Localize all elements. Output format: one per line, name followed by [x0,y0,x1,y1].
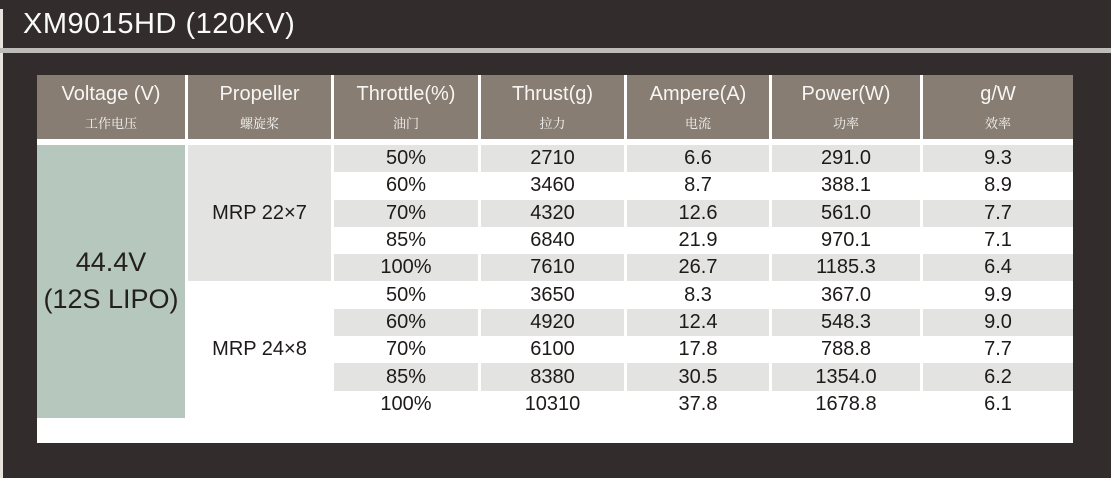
cell-power: 561.0 [772,200,920,227]
header-cell-ampere [627,75,769,139]
header-voltage-en: Voltage (V) [61,82,161,105]
spec-table [37,75,1073,443]
header-propeller-zh: 螺旋桨 [239,115,279,131]
cell-thrust: 10310 [481,391,624,418]
header-voltage-zh: 工作电压 [84,115,137,131]
cell-throttle: 85% [334,227,478,254]
cell-gw: 6.4 [923,254,1073,281]
cell-gw: 7.7 [923,200,1073,227]
propeller-cell-mrp24x8: MRP 24×8 [188,281,331,417]
header-cell-propeller [188,75,331,139]
cell-ampere: 6.6 [627,145,769,172]
cell-ampere: 8.3 [627,281,769,308]
cell-thrust: 4920 [481,309,624,336]
header-thrust-zh: 拉力 [539,115,566,131]
cell-gw: 7.1 [923,227,1073,254]
left-edge-highlight [0,9,3,478]
header-propeller-en: Propeller [219,82,300,105]
header-power-en: Power(W) [801,82,891,105]
cell-power: 970.1 [772,227,920,254]
cell-thrust: 6100 [481,336,624,363]
cell-power: 788.8 [772,336,920,363]
header-ampere-zh: 电流 [684,115,711,131]
voltage-cell [37,145,185,418]
voltage-value: 44.4V [75,247,147,278]
cell-gw: 7.7 [923,336,1073,363]
cell-thrust: 7610 [481,254,624,281]
cell-power: 1185.3 [772,254,920,281]
cell-throttle: 100% [334,391,478,418]
cell-gw: 9.3 [923,145,1073,172]
cell-ampere: 8.7 [627,172,769,199]
title-bar [0,0,1111,48]
voltage-battery: (12S LIPO) [43,284,179,315]
cell-throttle: 70% [334,336,478,363]
header-throttle-zh: 油门 [392,115,419,131]
cell-thrust: 6840 [481,227,624,254]
cell-throttle: 100% [334,254,478,281]
cell-power: 1354.0 [772,363,920,390]
cell-throttle: 60% [334,309,478,336]
page-title: XM9015HD (120KV) [23,7,296,40]
cell-gw: 6.2 [923,363,1073,390]
cell-thrust: 3650 [481,281,624,308]
cell-ampere: 12.6 [627,200,769,227]
cell-ampere: 17.8 [627,336,769,363]
cell-ampere: 21.9 [627,227,769,254]
cell-ampere: 37.8 [627,391,769,418]
cell-power: 291.0 [772,145,920,172]
header-cell-gw [923,75,1073,139]
header-cell-voltage [37,75,185,139]
header-cell-throttle [334,75,478,139]
cell-throttle: 50% [334,145,478,172]
cell-ampere: 30.5 [627,363,769,390]
cell-thrust: 3460 [481,172,624,199]
propeller-cell-mrp22x7: MRP 22×7 [188,145,331,281]
header-cell-power [772,75,920,139]
cell-gw: 9.0 [923,309,1073,336]
cell-throttle: 70% [334,200,478,227]
cell-power: 1678.8 [772,391,920,418]
header-power-zh: 功率 [832,115,859,131]
header-throttle-en: Throttle(%) [356,82,456,105]
header-gw-en: g/W [980,82,1016,105]
cell-throttle: 85% [334,363,478,390]
cell-gw: 9.9 [923,281,1073,308]
header-cell-thrust [481,75,624,139]
cell-power: 367.0 [772,281,920,308]
cell-throttle: 60% [334,172,478,199]
cell-thrust: 2710 [481,145,624,172]
cell-ampere: 12.4 [627,309,769,336]
header-gw-zh: 效率 [984,115,1011,131]
cell-power: 548.3 [772,309,920,336]
cell-thrust: 8380 [481,363,624,390]
header-thrust-en: Thrust(g) [511,82,594,105]
title-divider [0,48,1111,53]
cell-ampere: 26.7 [627,254,769,281]
cell-power: 388.1 [772,172,920,199]
cell-throttle: 50% [334,281,478,308]
header-ampere-en: Ampere(A) [649,82,747,105]
cell-gw: 8.9 [923,172,1073,199]
cell-thrust: 4320 [481,200,624,227]
cell-gw: 6.1 [923,391,1073,418]
